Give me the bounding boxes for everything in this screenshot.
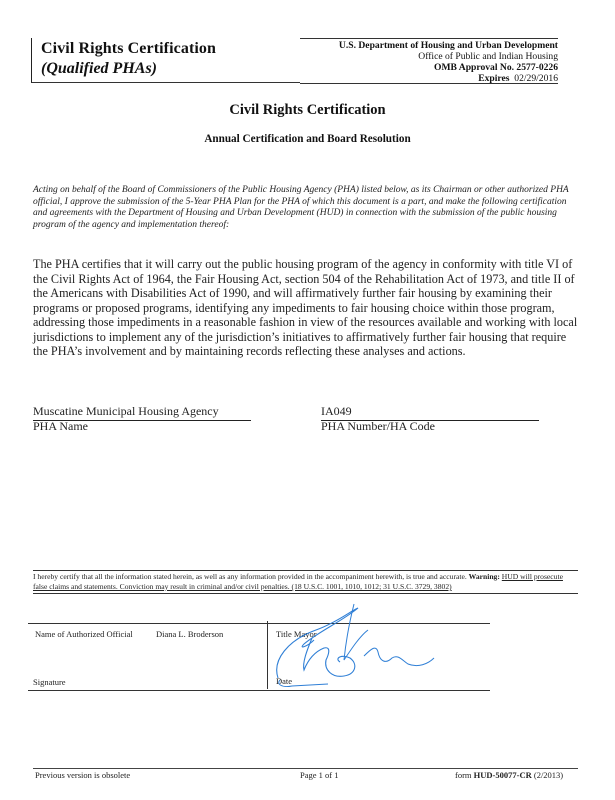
date-label: Date [276,676,293,686]
warning-certify-text: I hereby certify that all the information stated herein, as well as any information provided in the accompaniment herewith, is true and accurate. [33,572,467,581]
form-number: HUD-50077-CR [473,770,532,780]
document-title: Civil Rights Certification [229,102,386,118]
footer-rule [33,768,578,769]
form-prefix: form [455,770,472,780]
title-label: Title [276,629,292,639]
signature-label: Signature [33,677,66,687]
title-value: Mayor [293,629,317,639]
pha-number-value: IA049 [321,404,539,421]
signature-stroke [304,638,355,676]
handwritten-signature [268,600,468,692]
warning-penalty-text: HUD will prosecute false claims and statements. Conviction may result in criminal and/or civil penalties. (18 U.S.C. 1001, 1010, 1012; 31 U.S.C. 3729, 3802) [33,572,563,591]
expiration [478,73,558,84]
authorized-official-label: Name of Authorized Official [35,629,133,639]
signature-stroke [344,604,368,660]
certification-paragraph: The PHA certifies that it will carry out the public housing program of the agency in conformity with title VI of the Civil Rights Act of 1964, the Fair Housing Act, section 504 of the Rehabilitation Act of 1973, and title II of the Americans with Disabilities Act of 1990, and will affirmatively further fair housing by examining their programs or proposed programs, identifying any impediments to fair housing choice within those program, addressing those impediments in a reasonable fashion in view of the resources available and working with local jurisdictions to implement any of the jurisdiction’s initiatives to affirmatively further fair housing that require the PHA’s involvement and by maintaining records reflecting these analyses and actions. [33,257,578,358]
expires-label: Expires [478,73,510,84]
document-subtitle: Annual Certification and Board Resolution [204,133,411,145]
signature-stroke [364,648,434,665]
footer-form-id [455,770,563,780]
authorized-official-name: Diana L. Broderson [156,629,224,639]
signature-stroke [279,680,328,687]
omb-approval: OMB Approval No. 2577-0226 [433,62,558,73]
warning-label: Warning: [468,572,500,581]
expires-date: 02/29/2016 [514,73,558,84]
intro-paragraph: Acting on behalf of the Board of Commissioners of the Public Housing Agency (PHA) listed below, as its Chairman or other authorized PHA official, I approve the submission of the 5-Year PHA Plan for the PHA of which this document is a part, and make the following certification and agreements with the Department of Housing and Urban Development (HUD) in connection with the submission of the public housing program of the agency and implementation thereof: [33,185,569,230]
footer-obsolete-note: Previous version is obsolete [35,770,131,780]
pha-name-label: PHA Name [33,419,88,433]
pha-name-value: Muscatine Municipal Housing Agency [33,404,251,421]
form-date: (2/2013) [533,770,564,780]
footer-page-number: Page 1 of 1 [300,770,339,780]
form-title: Civil Rights Certification [41,40,217,57]
pha-number-label: PHA Number/HA Code [321,419,435,433]
agency-office: Office of Public and Indian Housing [418,51,558,62]
form-subtitle: (Qualified PHAs) [41,60,157,77]
agency-name: U.S. Department of Housing and Urban Development [338,40,558,51]
certification-warning [33,570,578,594]
